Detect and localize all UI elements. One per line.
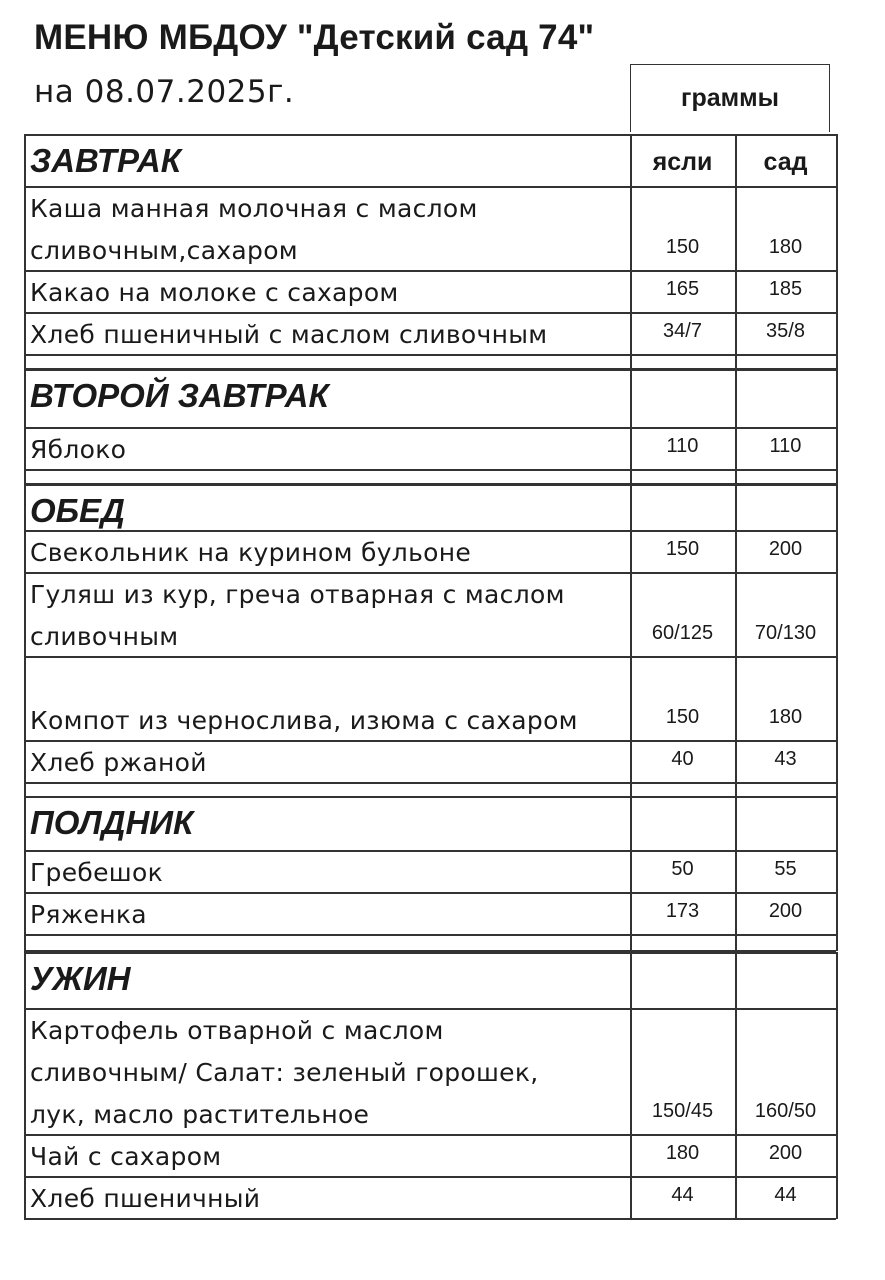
dish-name: Чай с сахаром (30, 1142, 222, 1171)
garden-grams: 200 (768, 1142, 803, 1164)
nursery-grams: 60/125 (651, 622, 714, 644)
section-bottom-border (24, 934, 836, 936)
menu-date: на 08.07.2025г. (34, 74, 295, 110)
section-title: ВТОРОЙ ЗАВТРАК (30, 377, 329, 414)
section-title: УЖИН (30, 960, 131, 997)
garden-grams: 70/130 (754, 622, 817, 644)
dish-name: Яблоко (30, 435, 127, 464)
garden-grams: 43 (774, 748, 797, 770)
dish-name: Какао на молоке с сахаром (30, 278, 399, 307)
column-border (24, 952, 26, 1219)
section-title: ПОЛДНИК (30, 804, 194, 841)
column-border (630, 484, 632, 797)
column-border (630, 134, 632, 369)
column-border (735, 484, 737, 797)
section-top-border (24, 484, 836, 486)
column-border (735, 369, 737, 484)
column-border (630, 952, 632, 1219)
nursery-grams: 150 (665, 706, 700, 728)
menu-title: МЕНЮ МБДОУ "Детский сад 74" (34, 18, 595, 57)
nursery-grams: 173 (665, 900, 700, 922)
nursery-grams: 40 (671, 748, 694, 770)
nursery-grams: 150/45 (651, 1100, 714, 1122)
dish-name: Гуляш из кур, греча отварная с маслом сливочным (30, 580, 565, 651)
section-top-border (24, 796, 836, 798)
nursery-grams: 44 (671, 1184, 694, 1206)
column-border (735, 134, 737, 369)
nursery-grams: 165 (665, 278, 700, 300)
nursery-grams: 110 (666, 435, 699, 457)
dish-name: Картофель отварной с маслом сливочным/ Салат: зеленый горошек, лук, масло растительное (30, 1016, 539, 1129)
column-border (836, 484, 838, 797)
column-border (24, 484, 26, 797)
section-bottom-border (24, 469, 836, 471)
garden-grams: 110 (769, 435, 802, 457)
column-border (836, 369, 838, 484)
column-border (836, 134, 838, 369)
nursery-column-header: ясли (652, 148, 713, 176)
column-border (630, 369, 632, 484)
garden-grams: 185 (768, 278, 803, 300)
garden-grams: 200 (768, 900, 803, 922)
section-top-border (24, 134, 836, 136)
dish-name: Хлеб пшеничный (30, 1184, 261, 1213)
column-border (630, 796, 632, 951)
row-border (24, 656, 836, 658)
grams-header: граммы (630, 64, 830, 132)
garden-grams: 55 (774, 858, 797, 880)
garden-grams: 200 (768, 538, 803, 560)
nursery-grams: 34/7 (663, 320, 702, 342)
dish-name: Гребешок (30, 858, 163, 887)
garden-grams: 35/8 (766, 320, 805, 342)
nursery-grams: 150 (665, 236, 700, 258)
nursery-grams: 50 (671, 858, 694, 880)
garden-grams: 180 (768, 706, 803, 728)
column-border (735, 952, 737, 1219)
section-bottom-border (24, 354, 836, 356)
nursery-grams: 180 (665, 1142, 700, 1164)
section-top-border (24, 952, 836, 954)
dish-name: Свекольник на курином бульоне (30, 538, 472, 567)
dish-name: Хлеб пшеничный с маслом сливочным (30, 320, 548, 349)
column-border (836, 952, 838, 1219)
dish-name: Компот из чернослива, изюма с сахаром (30, 706, 578, 735)
garden-column-header: сад (763, 148, 808, 176)
section-bottom-border (24, 1218, 836, 1220)
garden-grams: 180 (768, 236, 803, 258)
nursery-grams: 150 (665, 538, 700, 560)
column-border (24, 369, 26, 484)
section-title: ЗАВТРАК (30, 142, 181, 179)
column-border (836, 796, 838, 951)
column-border (24, 796, 26, 951)
section-title: ОБЕД (30, 492, 125, 529)
column-border (24, 134, 26, 369)
dish-name: Ряженка (30, 900, 147, 929)
garden-grams: 44 (774, 1184, 797, 1206)
section-top-border (24, 369, 836, 371)
garden-grams: 160/50 (754, 1100, 817, 1122)
dish-name: Хлеб ржаной (30, 748, 207, 777)
column-border (735, 796, 737, 951)
section-bottom-border (24, 782, 836, 784)
dish-name: Каша манная молочная с маслом сливочным,сахаром (30, 194, 478, 265)
